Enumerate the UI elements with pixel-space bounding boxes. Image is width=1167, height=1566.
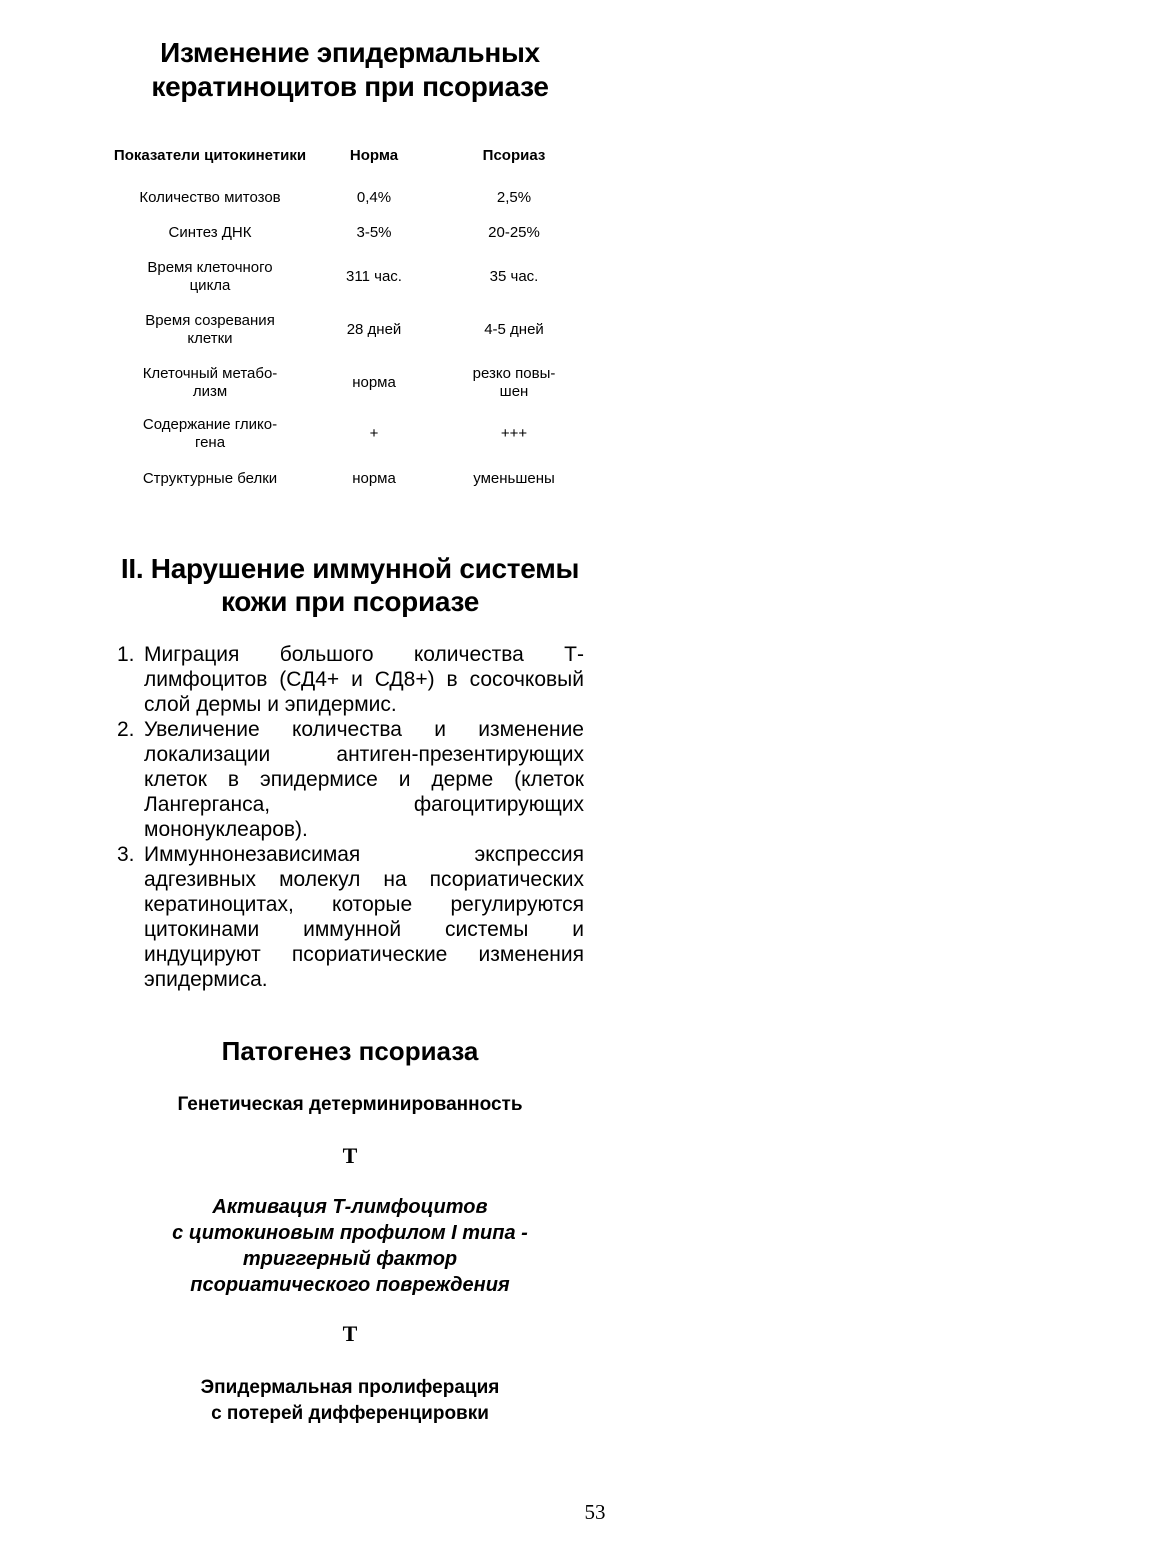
section2-title — [100, 552, 600, 618]
list-item — [110, 842, 584, 992]
cell-line: уменьшены — [473, 470, 555, 487]
cell-line: Время клеточного — [147, 258, 273, 276]
pathogenesis-step-proliferation — [100, 1375, 600, 1427]
table-row — [110, 250, 590, 303]
table-row — [110, 459, 590, 499]
list-item-number: 2. — [117, 718, 135, 741]
indicator-cell — [110, 180, 310, 216]
section2-title-line: кожи при псориазе — [220, 586, 480, 617]
step-line: Активация Т-лимфоцитов — [212, 1196, 488, 1218]
psoriasis-cell — [438, 180, 590, 216]
cell-line: Количество митозов — [139, 189, 281, 206]
list-item-number: 3. — [117, 843, 135, 866]
table-row — [110, 180, 590, 216]
psoriasis-cell — [438, 216, 590, 250]
table-row — [110, 409, 590, 459]
section2-title-line: II. Нарушение иммунной системы — [120, 553, 580, 584]
table-row — [110, 356, 590, 409]
section1-title-line: Изменение эпидермальных — [160, 37, 540, 68]
norm-cell: 3-5% — [356, 224, 392, 241]
header-indicator — [110, 132, 310, 180]
pathogenesis-step-activation — [100, 1194, 600, 1298]
cell-line: Время созревания — [145, 311, 275, 329]
psoriasis-cell — [438, 409, 590, 459]
list-item-text: Увеличение количества и изменение локализации антиген-презентирующих клеток в эпидермисе и дерме (клеток Лангерганса, фагоцитирующих мононуклеаров). — [144, 718, 584, 841]
indicator-cell — [110, 409, 310, 459]
psoriasis-cell — [438, 250, 590, 303]
norm-cell: 311 час. — [346, 267, 402, 285]
step-line: псориатического повреждения — [190, 1274, 510, 1296]
cell-line: 2,5% — [496, 189, 532, 206]
norm-cell: норма — [352, 373, 396, 391]
list-item-text: Иммуннонезависимая экспрессия адгезивных молекул на псориатических кератиноцитах, которые регулируются цитокинами иммунной системы и индуцируют псориатические изменения эпидермиса. — [144, 843, 584, 991]
indicator-cell — [110, 459, 310, 499]
cell-line: гена — [194, 434, 226, 451]
cell-line: цикла — [189, 276, 231, 294]
list-item-text: Миграция большого количества Т-лимфоцитов (СД4+ и СД8+) в сосочковый слой дермы и эпидермис. — [144, 643, 584, 716]
cell-line: шен — [499, 382, 529, 400]
section1-title-line: кератиноцитов при псориазе — [151, 71, 549, 102]
cell-line: Структурные белки — [142, 470, 278, 487]
norm-cell: 0,4% — [356, 189, 392, 206]
psoriasis-cell — [438, 356, 590, 409]
list-item-number: 1. — [117, 643, 135, 666]
indicator-cell — [110, 250, 310, 303]
step-line: с цитокиновым профилом I типа - — [172, 1222, 528, 1244]
list-item — [110, 717, 584, 842]
indicator-cell — [110, 303, 310, 356]
cell-line: лизм — [192, 382, 228, 400]
norm-cell: + — [369, 425, 379, 442]
header-psoriasis: Псориаз — [482, 147, 546, 164]
section3-title: Патогенез псориаза — [221, 1036, 479, 1066]
step-line: Эпидермальная пролиферация — [200, 1377, 500, 1398]
cell-line: резко повы- — [472, 364, 556, 382]
table-header-row — [110, 132, 590, 180]
pathogenesis-step-genetic: Генетическая детерминированность — [177, 1094, 523, 1115]
cytokinetics-table — [110, 132, 590, 499]
cell-line: клетки — [187, 329, 233, 347]
step-line: триггерный фактор — [242, 1248, 458, 1270]
cell-line: 20-25% — [488, 224, 540, 241]
section1-title — [100, 36, 600, 104]
indicator-cell — [110, 216, 310, 250]
table-row — [110, 303, 590, 356]
list-item — [110, 642, 584, 717]
step-line: с потерей дифференцировки — [211, 1403, 489, 1424]
header-indicator-line: цитокинетики — [204, 147, 307, 164]
header-norm: Норма — [349, 147, 399, 164]
psoriasis-cell — [438, 459, 590, 499]
cell-line: Содержание глико- — [142, 416, 278, 433]
cell-line: 4-5 дней — [484, 320, 544, 338]
psoriasis-cell — [438, 303, 590, 356]
header-indicator-line: Показатели — [113, 147, 200, 164]
immune-list — [110, 642, 584, 992]
down-arrow-icon: T — [342, 1321, 358, 1346]
cell-line: Синтез ДНК — [168, 224, 252, 241]
cell-line: 35 час. — [489, 267, 539, 285]
cell-line: Клеточный метабо- — [142, 364, 278, 382]
norm-cell: норма — [352, 470, 396, 487]
table-row — [110, 216, 590, 250]
down-arrow-icon: T — [342, 1143, 358, 1168]
norm-cell: 28 дней — [346, 320, 402, 338]
cell-line: +++ — [500, 425, 528, 442]
page-number: 53 — [584, 1500, 606, 1524]
indicator-cell — [110, 356, 310, 409]
